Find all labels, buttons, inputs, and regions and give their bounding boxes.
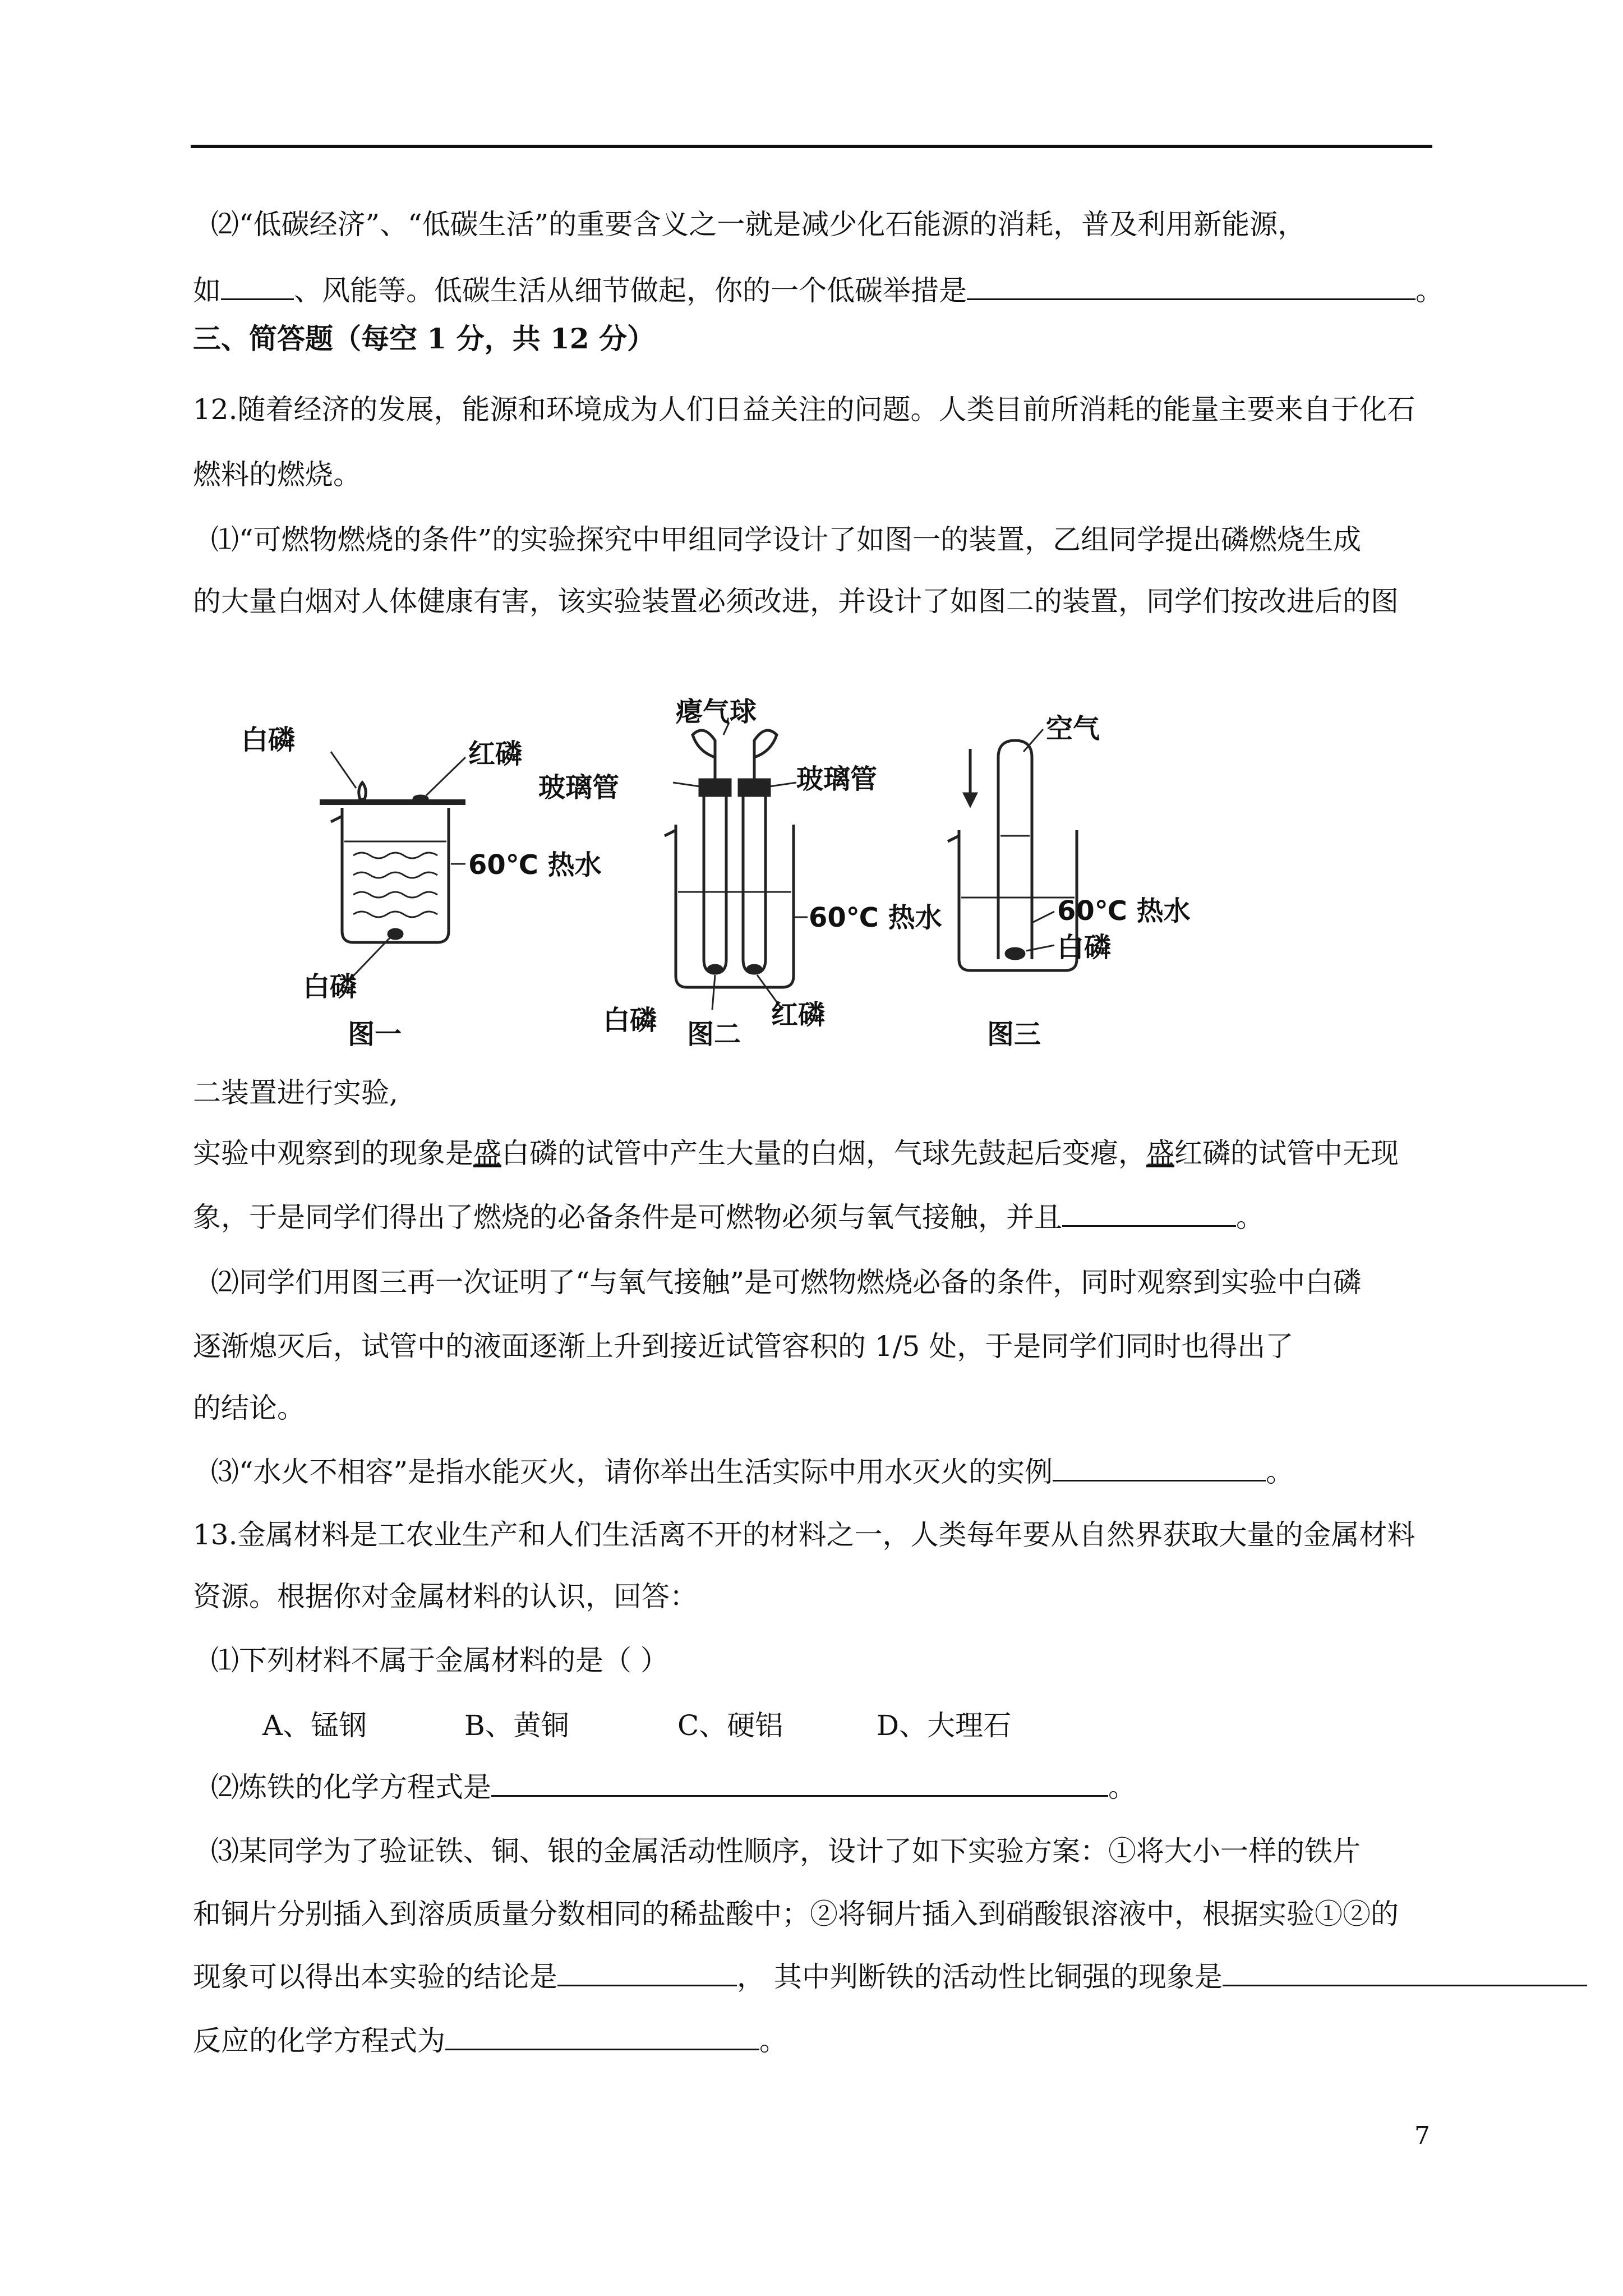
q12-text-underlined: 盛 [1146, 1137, 1174, 1170]
page-number: 7 [1414, 2122, 1430, 2150]
fig3-caption: 图三 [987, 1019, 1041, 1050]
q12-text: 红磷的试管中无现 [1174, 1137, 1399, 1170]
q12-text: ⑶“水火不相容”是指水能灭火，请你举出生活实际中用水灭火的实例 [211, 1456, 1053, 1488]
answer-blank-conclusion[interactable] [557, 1960, 737, 1986]
fig2-label-red-phosphorus: 红磷 [771, 999, 826, 1030]
q13-p3-line2: 和铜片分别插入到溶质质量分数相同的稀盐酸中；②将铜片插入到硝酸银溶液中，根据实验①②的 [193, 1898, 1399, 1930]
option-a[interactable]: A、锰钢 [262, 1709, 367, 1742]
answer-blank-iron-vs-copper[interactable] [1223, 1960, 1587, 1986]
q12-p1-line3: 二装置进行实验, [193, 1076, 398, 1109]
q13-line2: 资源。根据你对金属材料的认识，回答： [193, 1580, 698, 1613]
q12-text: 白磷的试管中产生大量的白烟，气球先鼓起后变瘪， [501, 1137, 1146, 1170]
header-rule [191, 145, 1432, 148]
q13-text: ， 其中判断铁的活动性比铜强的现象是 [737, 1961, 1223, 1993]
q12-p1-line4 [193, 1135, 1399, 1171]
q11-text-c: 。 [1415, 274, 1444, 307]
q11-text-b: 、风能等。低碳生活从细节做起，你的一个低碳举措是 [294, 274, 967, 307]
q12-p2-line2: 逐渐熄灭后，试管中的液面逐渐上升到接近试管容积的 1/5 处，于是同学们同时也得出了 [193, 1330, 1294, 1363]
option-b[interactable]: B、黄铜 [464, 1709, 569, 1742]
q13-text: 。 [759, 2024, 787, 2057]
fig3-label-air: 空气 [1046, 713, 1100, 744]
q12-p2-line3: 的结论。 [193, 1392, 305, 1424]
q13-text: 现象可以得出本实验的结论是 [193, 1961, 557, 1993]
q12-p3-line1 [211, 1454, 1294, 1490]
fig3-label-white-phosphorus: 白磷 [1057, 932, 1112, 963]
q11-p2-line2 [193, 273, 1444, 309]
q13-text: 反应的化学方程式为 [193, 2024, 445, 2057]
option-c[interactable]: C、硬铝 [677, 1709, 783, 1742]
answer-blank-reaction-equation[interactable] [445, 2024, 759, 2050]
fig1-label-white-phosphorus-top: 白磷 [241, 724, 296, 756]
q13-p3-line1: ⑶某同学为了验证铁、铜、银的金属活动性顺序，设计了如下实验方案：①将大小一样的铁片 [211, 1835, 1361, 1867]
q12-text-underlined: 盛 [473, 1137, 501, 1170]
q13-p2 [211, 1769, 1136, 1805]
fig1-label-red-phosphorus: 红磷 [468, 738, 523, 770]
fig2-label-hot-water: 60℃ 热水 [809, 902, 942, 933]
q13-text: ⑵炼铁的化学方程式是 [211, 1771, 491, 1803]
q12-line2: 燃料的燃烧。 [193, 458, 361, 491]
fig2-label-tube-left: 玻璃管 [538, 772, 620, 803]
q13-p1: ⑴下列材料不属于金属材料的是（ ） [211, 1644, 668, 1677]
fig2-caption: 图二 [687, 1019, 741, 1050]
q12-text: 。 [1266, 1456, 1294, 1488]
fig1-label-hot-water: 60℃ 热水 [468, 849, 602, 881]
fig1-label-white-phosphorus-bottom: 白磷 [303, 971, 357, 1002]
experiment-figure [236, 696, 1245, 1055]
fig1-apparatus [320, 752, 465, 982]
answer-blank-iron-smelting-equation[interactable] [491, 1770, 1108, 1797]
q13-text: 。 [1108, 1771, 1136, 1803]
q12-p1-line5 [193, 1199, 1264, 1235]
q12-p1-line2: 的大量白烟对人体健康有害，该实验装置必须改进，并设计了如图二的装置，同学们按改进后的图 [193, 585, 1399, 618]
fig2-apparatus [665, 723, 808, 1010]
q12-line1: 12.随着经济的发展，能源和环境成为人们日益关注的问题。人类目前所消耗的能量主要来自于化石 [193, 393, 1415, 426]
fig2-label-tube-right: 玻璃管 [796, 763, 878, 795]
answer-blank-low-carbon[interactable] [967, 274, 1415, 300]
q13-options [262, 1708, 1011, 1743]
fig3-label-hot-water: 60℃ 热水 [1057, 895, 1191, 927]
fig1-caption: 图一 [348, 1019, 402, 1050]
q13-p3-line4 [193, 2023, 787, 2059]
fig2-label-balloon: 瘪气球 [676, 696, 757, 728]
section-heading: 三、简答题（每空 1 分，共 12 分） [193, 322, 655, 355]
answer-blank-new-energy[interactable] [221, 274, 294, 300]
q11-p2-line1: ⑵“低碳经济”、“低碳生活”的重要含义之一就是减少化石能源的消耗，普及利用新能源， [211, 208, 1306, 241]
fig2-label-white-phosphorus: 白磷 [603, 1005, 657, 1036]
q12-p1-line1: ⑴“可燃物燃烧的条件”的实验探究中甲组同学设计了如图一的装置，乙组同学提出磷燃烧生成 [211, 523, 1362, 556]
q12-text: 象，于是同学们得出了燃烧的必备条件是可燃物必须与氧气接触，并且 [193, 1201, 1062, 1234]
q11-text-a: 如 [193, 274, 221, 307]
q12-p2-line1: ⑵同学们用图三再一次证明了“与氧气接触”是可燃物燃烧必备的条件，同时观察到实验中白磷 [211, 1266, 1362, 1299]
answer-blank-combustion-condition[interactable] [1062, 1200, 1236, 1227]
answer-blank-water-extinguish[interactable] [1053, 1455, 1266, 1481]
q12-text: 实验中观察到的现象是 [193, 1137, 473, 1170]
q13-p3-line3 [193, 1959, 1587, 1995]
option-d[interactable]: D、大理石 [877, 1709, 1012, 1742]
q13-line1: 13.金属材料是工农业生产和人们生活离不开的材料之一，人类每年要从自然界获取大量的金属材料 [193, 1519, 1415, 1551]
q12-text: 。 [1236, 1201, 1264, 1234]
